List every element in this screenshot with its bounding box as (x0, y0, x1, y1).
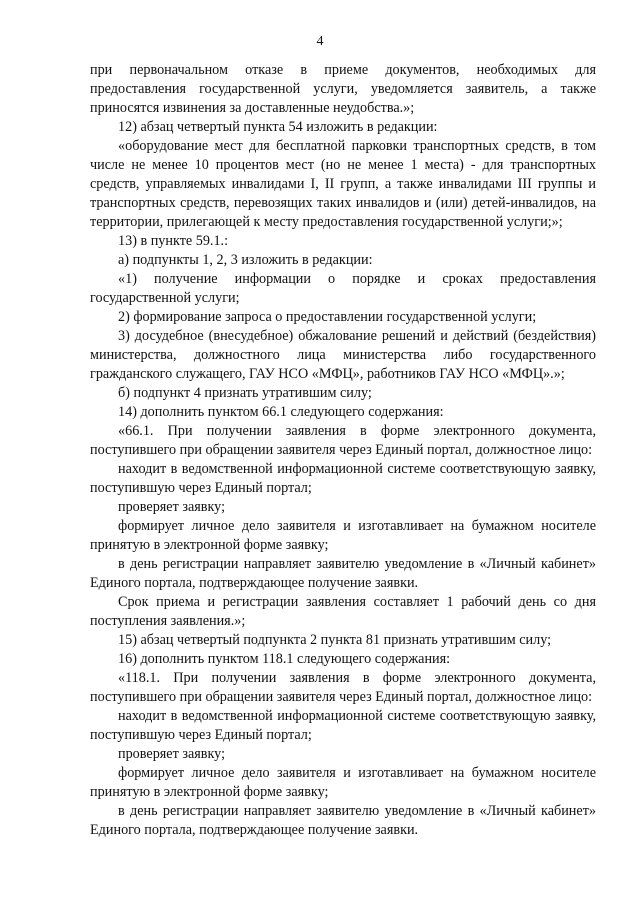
paragraph: 14) дополнить пунктом 66.1 следующего содержания: (118, 404, 444, 420)
paragraph: проверяет заявку; (118, 499, 226, 515)
paragraph: 13) в пункте 59.1.: (118, 233, 229, 249)
document-body (90, 61, 596, 840)
paragraph: в день регистрации направляет заявителю уведомление в «Личный кабинет» Единого портала, подтверждающее получение заявки. (90, 803, 596, 838)
paragraph: Срок приема и регистрации заявления составляет 1 рабочий день со дня поступления заявления.»; (90, 594, 596, 629)
paragraph: в день регистрации направляет заявителю уведомление в «Личный кабинет» Единого портала, подтверждающее получение заявки. (90, 556, 596, 591)
paragraph: формирует личное дело заявителя и изготавливает на бумажном носителе принятую в электронной форме заявку; (90, 518, 596, 553)
paragraph: 16) дополнить пунктом 118.1 следующего содержания: (118, 651, 451, 667)
paragraph: 12) абзац четвертый пункта 54 изложить в редакции: (118, 119, 438, 135)
paragraph: «1) получение информации о порядке и сроках предоставления государственной услуги; (90, 271, 596, 306)
paragraph: проверяет заявку; (118, 746, 226, 762)
paragraph: 2) формирование запроса о предоставлении государственной услуги; (118, 309, 537, 325)
paragraph: «66.1. При получении заявления в форме электронного документа, поступившего при обращении заявителя через Единый портал, должностное лицо: (90, 423, 596, 458)
paragraph: б) подпункт 4 признать утратившим силу; (118, 385, 372, 401)
paragraph: «118.1. При получении заявления в форме электронного документа, поступившего при обращении заявителя через Единый портал, должностное лицо: (90, 670, 596, 705)
paragraph: «оборудование мест для бесплатной парковки транспортных средств, в том числе не менее 10 процентов мест (но не менее 1 места) - для транспортных средств, управляемых инвалидами I, II групп, а также инвалидами III группы и транспортных средств, перевозящих таких инвалидов и (или) детей-инвалидов, на территории, прилегающей к месту предоставления государственной услуги;»; (90, 138, 596, 230)
paragraph: находит в ведомственной информационной системе соответствующую заявку, поступившую через Единый портал; (90, 708, 596, 743)
paragraph: а) подпункты 1, 2, 3 изложить в редакции: (118, 252, 373, 268)
paragraph: 15) абзац четвертый подпункта 2 пункта 81 признать утратившим силу; (118, 632, 552, 648)
paragraph: при первоначальном отказе в приеме документов, необходимых для предоставления государственной услуги, уведомляется заявитель, а также приносятся извинения за доставленные неудобства.»; (90, 62, 596, 116)
paragraph: 3) досудебное (внесудебное) обжалование решений и действий (бездействия) министерства, должностного лица министерства либо государственного гражданского служащего, ГАУ НСО «МФЦ», работников ГАУ НСО «МФЦ».»; (90, 328, 596, 382)
page-number: 4 (316, 34, 324, 49)
paragraph: находит в ведомственной информационной системе соответствующую заявку, поступившую через Единый портал; (90, 461, 596, 496)
paragraph: формирует личное дело заявителя и изготавливает на бумажном носителе принятую в электронной форме заявку; (90, 765, 596, 800)
